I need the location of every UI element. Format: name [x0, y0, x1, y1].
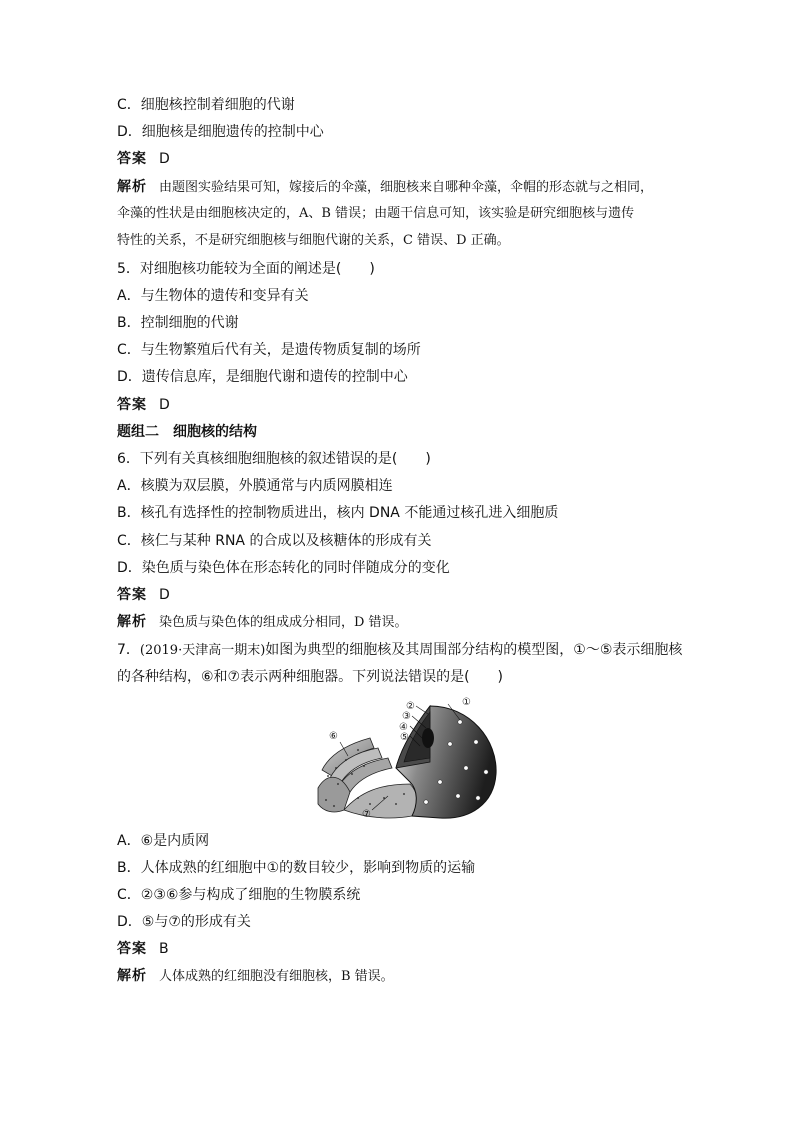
option-a-q5: A．与生物体的遗传和变异有关 — [117, 288, 309, 304]
er-lower — [344, 784, 417, 818]
option-b-q5: B．控制细胞的代谢 — [117, 315, 239, 331]
answer-value: D — [159, 587, 170, 603]
answer-label: 答案 — [117, 587, 147, 603]
label-2: ② — [406, 701, 415, 712]
question-7-line2: 的各种结构，⑥和⑦表示两种细胞器。下列说法错误的是( ) — [117, 669, 504, 685]
nucleus-diagram — [300, 692, 500, 824]
question-7-line1 — [117, 641, 682, 660]
question-6: 6．下列有关真核细胞细胞核的叙述错误的是( ) — [117, 451, 431, 467]
question-number: 7． — [117, 642, 140, 658]
analysis-text: 人体成熟的红细胞没有细胞核，B 错误。 — [159, 969, 394, 984]
label-4: ④ — [399, 722, 408, 733]
answer-label: 答案 — [117, 941, 147, 957]
option-d-q4: D．细胞核是细胞遗传的控制中心 — [117, 124, 324, 140]
analysis-label: 解析 — [117, 968, 147, 984]
label-3: ③ — [402, 711, 411, 722]
option-a-q7: A．⑥是内质网 — [117, 833, 210, 849]
analysis-q4-line1 — [117, 178, 653, 197]
answer-value: D — [159, 151, 170, 167]
question-5: 5．对细胞核功能较为全面的阐述是( ) — [117, 261, 375, 277]
answer-q5 — [117, 396, 170, 414]
option-c-q5: C．与生物繁殖后代有关，是遗传物质复制的场所 — [117, 342, 421, 358]
nucleus-diagram-svg — [300, 692, 500, 824]
nucleolus — [422, 728, 434, 748]
analysis-label: 解析 — [117, 614, 147, 630]
question-source: (2019·天津高一期末) — [139, 643, 266, 658]
option-d-q7: D．⑤与⑦的形成有关 — [117, 914, 251, 930]
option-d-q6: D．染色质与染色体在形态转化的同时伴随成分的变化 — [117, 560, 450, 576]
option-a-q6: A．核膜为双层膜，外膜通常与内质网膜相连 — [117, 478, 393, 494]
label-5: ⑤ — [400, 732, 409, 743]
label-1: ① — [462, 697, 471, 708]
answer-q7 — [117, 940, 169, 958]
answer-q6 — [117, 586, 170, 604]
question-text: 如图为典型的细胞核及其周围部分结构的模型图，①～⑤表示细胞核 — [265, 642, 683, 658]
analysis-q4-line3: 特性的关系，不是研究细胞核与细胞代谢的关系，C 错误、D 正确。 — [117, 233, 510, 248]
analysis-q4-line2: 伞藻的性状是由细胞核决定的，A、B 错误；由题干信息可知，该实验是研究细胞核与遗传 — [117, 206, 635, 221]
analysis-q6 — [117, 613, 408, 632]
option-c-q4: C．细胞核控制着细胞的代谢 — [117, 97, 295, 113]
option-c-q7: C．②③⑥参与构成了细胞的生物膜系统 — [117, 887, 361, 903]
analysis-text: 染色质与染色体的组成成分相同，D 错误。 — [159, 615, 408, 630]
answer-q4 — [117, 150, 170, 168]
answer-value: B — [159, 941, 169, 957]
analysis-label: 解析 — [117, 179, 147, 195]
option-d-q5: D．遗传信息库，是细胞代谢和遗传的控制中心 — [117, 369, 408, 385]
option-b-q7: B．人体成熟的红细胞中①的数目较少，影响到物质的运输 — [117, 860, 476, 876]
section-heading: 题组二 细胞核的结构 — [117, 424, 257, 440]
label-7: ⑦ — [362, 809, 371, 820]
answer-value: D — [159, 397, 170, 413]
option-b-q6: B．核孔有选择性的控制物质进出，核内 DNA 不能通过核孔进入细胞质 — [117, 505, 559, 521]
answer-label: 答案 — [117, 397, 147, 413]
analysis-q7 — [117, 967, 394, 986]
answer-label: 答案 — [117, 151, 147, 167]
option-c-q6: C．核仁与某种 RNA 的合成以及核糖体的形成有关 — [117, 533, 432, 549]
analysis-text: 由题图实验结果可知，嫁接后的伞藻，细胞核来自哪种伞藻，伞帽的形态就与之相同， — [159, 180, 654, 195]
label-6: ⑥ — [329, 731, 338, 742]
